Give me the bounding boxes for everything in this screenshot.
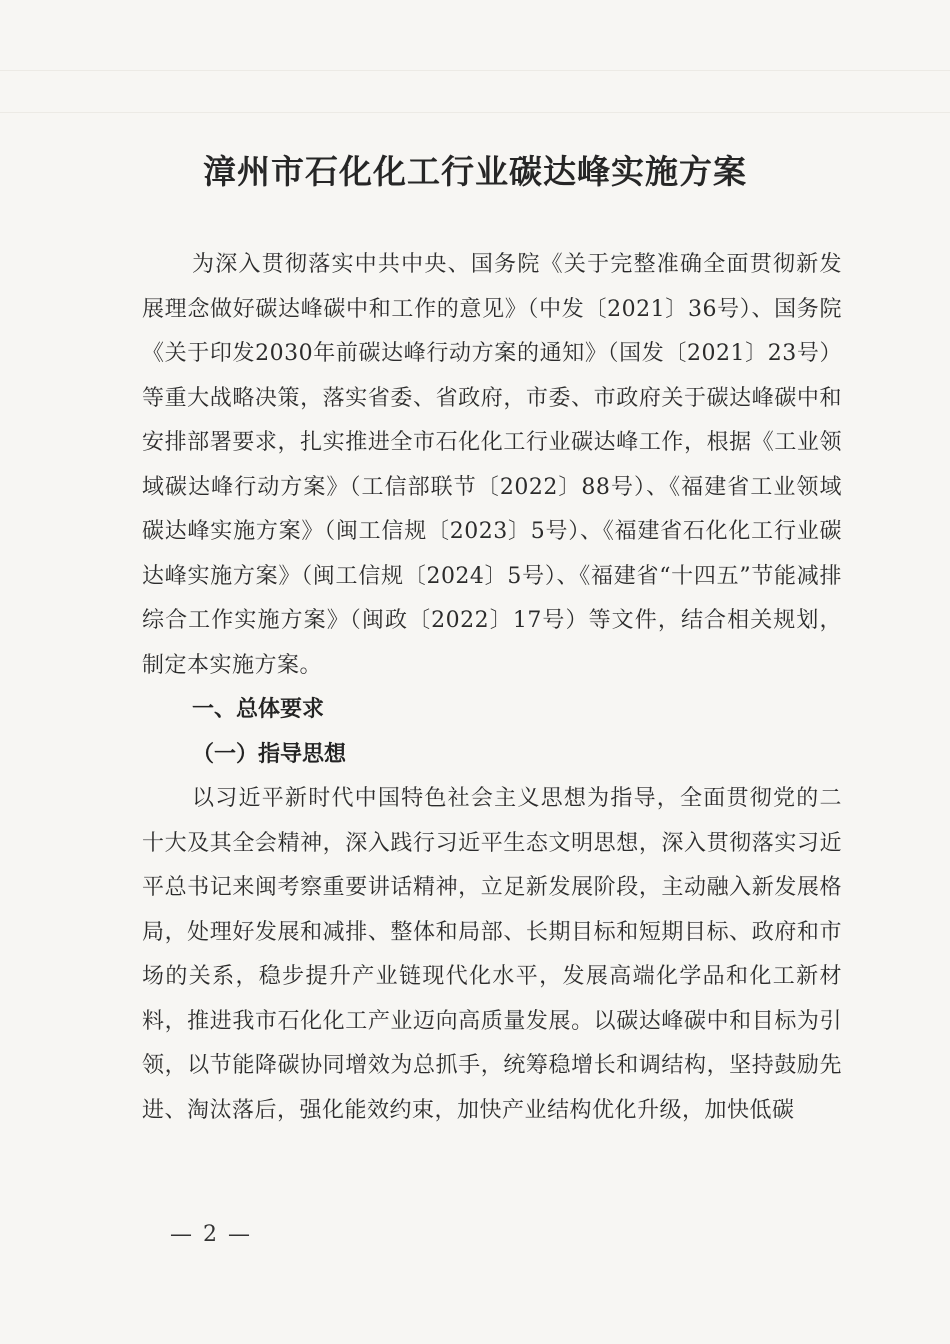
subsection-heading-guiding-ideology: （一）指导思想 (192, 741, 347, 767)
scan-artifact-line (0, 112, 950, 113)
section-heading-overall-requirements: 一、总体要求 (192, 697, 325, 722)
intro-paragraph: 为深入贯彻落实中共中央、国务院《关于完整准确全面贯彻新发展理念做好碳达峰碳中和工作的意见》（中发〔2021〕36号）、国务院《关于印发2030年前碳达峰行动方案的通知》（国发〔2021〕23号）等重大战略决策，落实省委、省政府，市委、市政府关于碳达峰碳中和安排部署要求，扎实推进全市石化化工行业碳达峰工作，根据《工业领域碳达峰行动方案》（工信部联节〔2022〕88号）、《福建省工业领域碳达峰实施方案》（闽工信规〔2023〕5号）、《福建省石化化工行业碳达峰实施方案》（闽工信规〔2024〕5号）、《福建省“十四五”节能减排综合工作实施方案》（闽政〔2022〕17号）等文件，结合相关规划，制定本实施方案。 (142, 252, 842, 678)
document-title: 漳州市石化化工行业碳达峰实施方案 (203, 152, 747, 191)
page-number: — 2 — (170, 1222, 252, 1247)
guiding-ideology-paragraph: 以习近平新时代中国特色社会主义思想为指导，全面贯彻党的二十大及其全会精神，深入践行习近平生态文明思想，深入贯彻落实习近平总书记来闽考察重要讲话精神，立足新发展阶段，主动融入新发展格局，处理好发展和减排、整体和局部、长期目标和短期目标、政府和市场的关系，稳步提升产业链现代化水平，发展高端化学品和化工新材料，推进我市石化化工产业迈向高质量发展。以碳达峰碳中和目标为引领，以节能降碳协同增效为总抓手，统筹稳增长和调结构，坚持鼓励先进、淘汰落后，强化能效约束，加快产业结构优化升级，加快低碳 (142, 786, 842, 1123)
document-body (142, 243, 842, 1133)
scan-artifact-line (0, 70, 950, 71)
